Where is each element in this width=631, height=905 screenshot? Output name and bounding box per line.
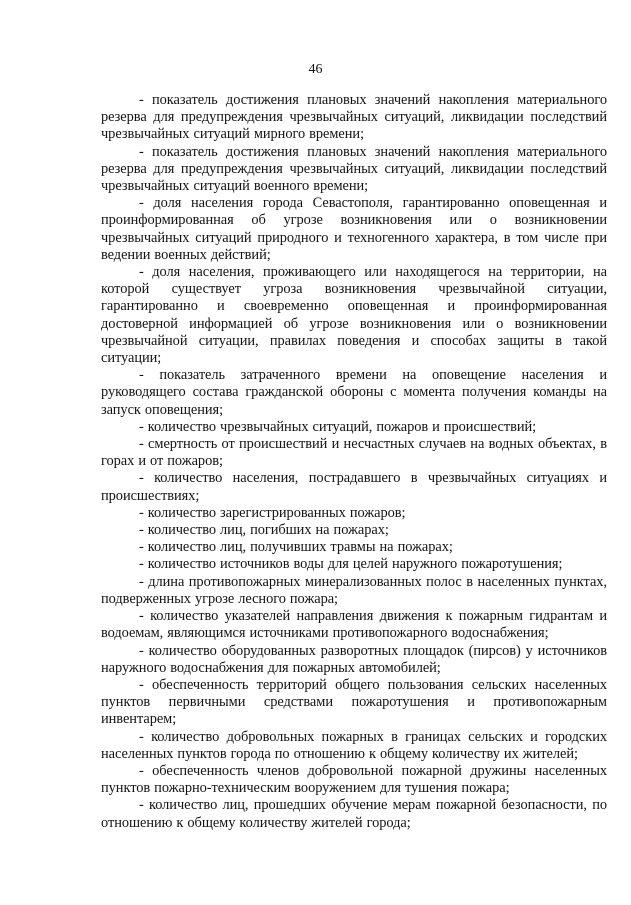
list-item: - показатель достижения плановых значений накопления материального резерва для предупреждения чрезвычайных ситуаций, ликвидации последствий чрезвычайных ситуаций военного времени;: [101, 143, 607, 195]
list-item: - количество зарегистрированных пожаров;: [139, 504, 406, 521]
list-item: - количество оборудованных разворотных площадок (пирсов) у источников наружного водоснабжения для пожарных автомобилей;: [101, 642, 607, 676]
list-item: - количество населения, пострадавшего в чрезвычайных ситуациях и происшествиях;: [101, 470, 607, 504]
list-item: - обеспеченность членов добровольной пожарной дружины населенных пунктов пожарно-техническим вооружением для тушения пожара;: [101, 762, 607, 797]
list-item: - количество источников воды для целей наружного пожаротушения;: [139, 556, 563, 573]
list-item: - смертность от происшествий и несчастных случаев на водных объектах, в горах и от пожаров;: [101, 436, 607, 470]
list-item: - количество указателей направления движения к пожарным гидрантам и водоемам, являющимся источниками противопожарного водоснабжения;: [101, 608, 607, 642]
list-item: - обеспеченность территорий общего пользования сельских населенных пунктов первичными средствами пожаротушения и противопожарным инвентарем;: [101, 676, 607, 728]
list-item: - длина противопожарных минерализованных полос в населенных пунктах, подверженных угрозе лесного пожара;: [101, 573, 607, 607]
list-item: - показатель достижения плановых значений накопления материального резерва для предупреждения чрезвычайных ситуаций, ликвидации последствий чрезвычайных ситуаций мирного времени;: [101, 92, 607, 143]
document-body: [101, 92, 607, 832]
page-number: 46: [308, 62, 323, 77]
list-item: - количество лиц, получивших травмы на пожарах;: [139, 539, 453, 556]
list-item: - количество лиц, прошедших обучение мерам пожарной безопасности, по отношению к общему количеству жителей города;: [101, 797, 607, 831]
list-item: - доля населения города Севастополя, гарантированно оповещенная и проинформированная об угрозе возникновения или о возникновении чрезвычайных ситуаций природного и техногенного характера, в том числе при ведении военных действий;: [101, 195, 607, 263]
list-item: - количество лиц, погибших на пожарах;: [139, 522, 389, 539]
list-item: - показатель затраченного времени на оповещение населения и руководящего состава гражданской обороны с момента получения команды на запуск оповещения;: [101, 367, 607, 418]
list-item: - доля населения, проживающего или находящегося на территории, на которой существует угроза возникновения чрезвычайной ситуации, гарантированно и своевременно оповещенная и проинформированная достоверной информацией об угрозе возникновения или о возникновении чрезвычайной ситуации, правилах поведения и способах защиты в такой ситуации;: [101, 264, 607, 367]
list-item: - количество чрезвычайных ситуаций, пожаров и происшествий;: [139, 418, 537, 435]
list-item: - количество добровольных пожарных в границах сельских и городских населенных пунктов города по отношению к общему количеству их жителей;: [101, 728, 607, 762]
